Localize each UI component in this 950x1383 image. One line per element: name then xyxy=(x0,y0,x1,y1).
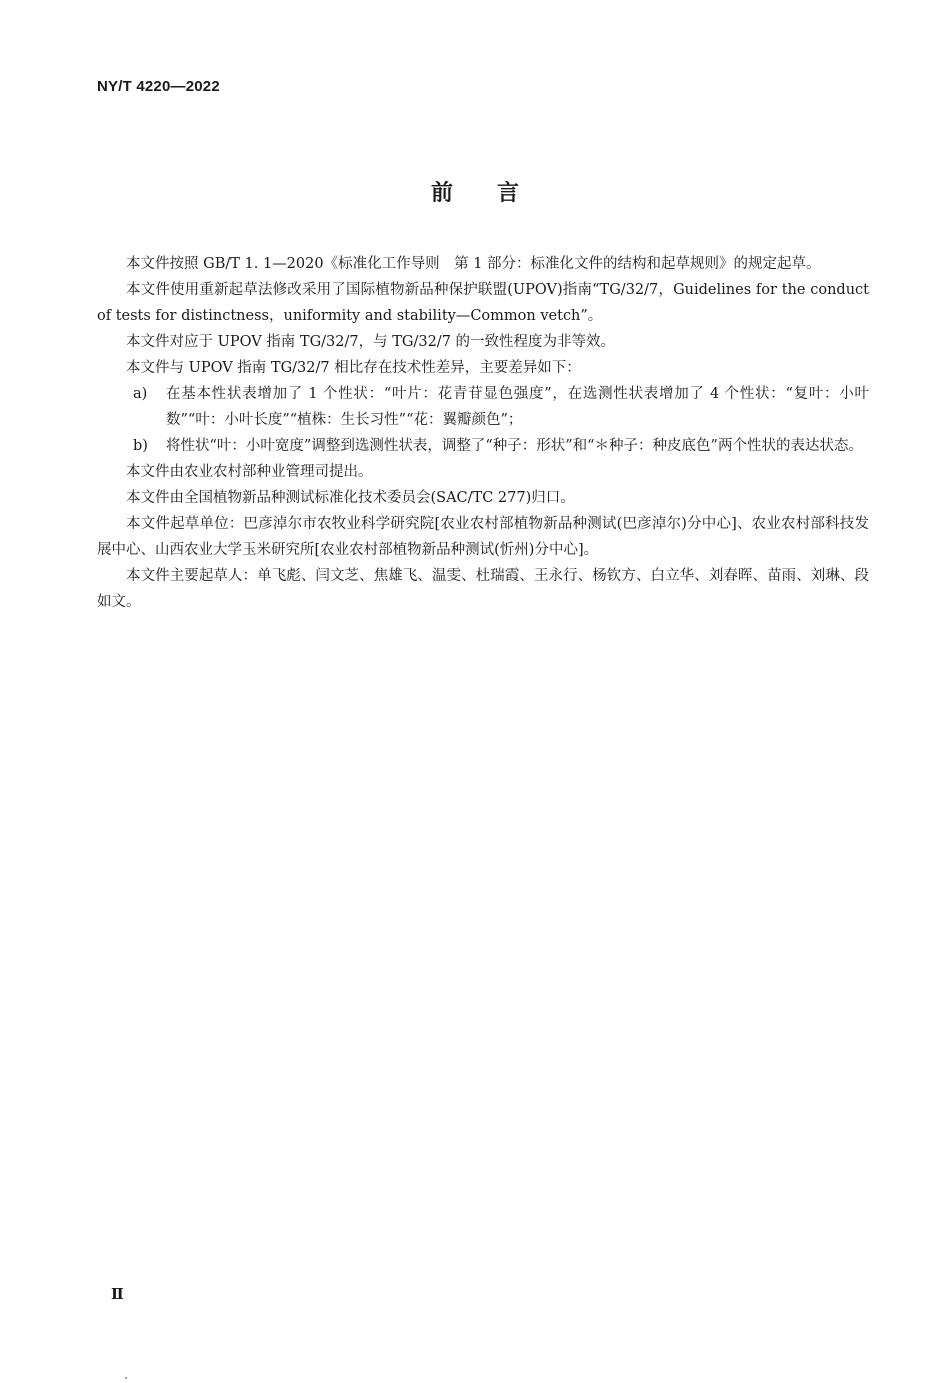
paragraph-upov-adoption: 本文件使用重新起草法修改采用了国际植物新品种保护联盟(UPOV)指南“TG/32/7，Guidelines for the conduct of tests for distinctness，uniformity and stability—Common vetch”。 xyxy=(97,282,869,324)
list-item-text: 在基本性状表增加了 1 个性状：“叶片：花青苷显色强度”，在选测性状表增加了 4 个性状：“复叶：小叶数”“叶：小叶长度”“植株：生长习性”“花：翼瓣颜色”； xyxy=(166,386,869,428)
page-title: 前言 xyxy=(430,181,563,206)
paragraph-proposer: 本文件由农业农村部种业管理司提出。 xyxy=(126,464,373,480)
paragraph-drafting-units: 本文件起草单位：巴彦淖尔市农牧业科学研究院[农业农村部植物新品种测试(巴彦淖尔)分中心]、农业农村部科技发展中心、山西农业大学玉米研究所[农业农村部植物新品种测试(忻州)分中心]。 xyxy=(97,516,869,558)
paragraph-drafting-rules: 本文件按照 GB/T 1. 1—2020《标准化工作导则 第 1 部分：标准化文件的结构和起草规则》的规定起草。 xyxy=(126,256,821,272)
paragraph-drafters: 本文件主要起草人：单飞彪、闫文芝、焦雄飞、温雯、杜瑞霞、王永行、杨钦方、白立华、刘春晖、苗雨、刘琳、段如文。 xyxy=(97,568,869,610)
paragraph-differences-intro: 本文件与 UPOV 指南 TG/32/7 相比存在技术性差异，主要差异如下： xyxy=(126,360,581,376)
document-code-header: NY/T 4220—2022 xyxy=(97,78,220,95)
body-text xyxy=(97,251,869,615)
scan-speck xyxy=(125,1377,127,1379)
page-number: Ⅱ xyxy=(111,1285,124,1303)
list-item xyxy=(97,381,869,433)
paragraph-consistency: 本文件对应于 UPOV 指南 TG/32/7，与 TG/32/7 的一致性程度为非等效。 xyxy=(126,334,616,350)
list-marker: a) xyxy=(133,386,148,402)
list-item-text: 将性状“叶：小叶宽度”调整到选测性状表，调整了“种子：形状”和“＊种子：种皮底色”两个性状的表达状态。 xyxy=(166,438,863,454)
paragraph-committee: 本文件由全国植物新品种测试标准化技术委员会(SAC/TC 277)归口。 xyxy=(126,490,575,506)
list-marker: b) xyxy=(133,438,148,454)
list-item xyxy=(97,433,869,459)
